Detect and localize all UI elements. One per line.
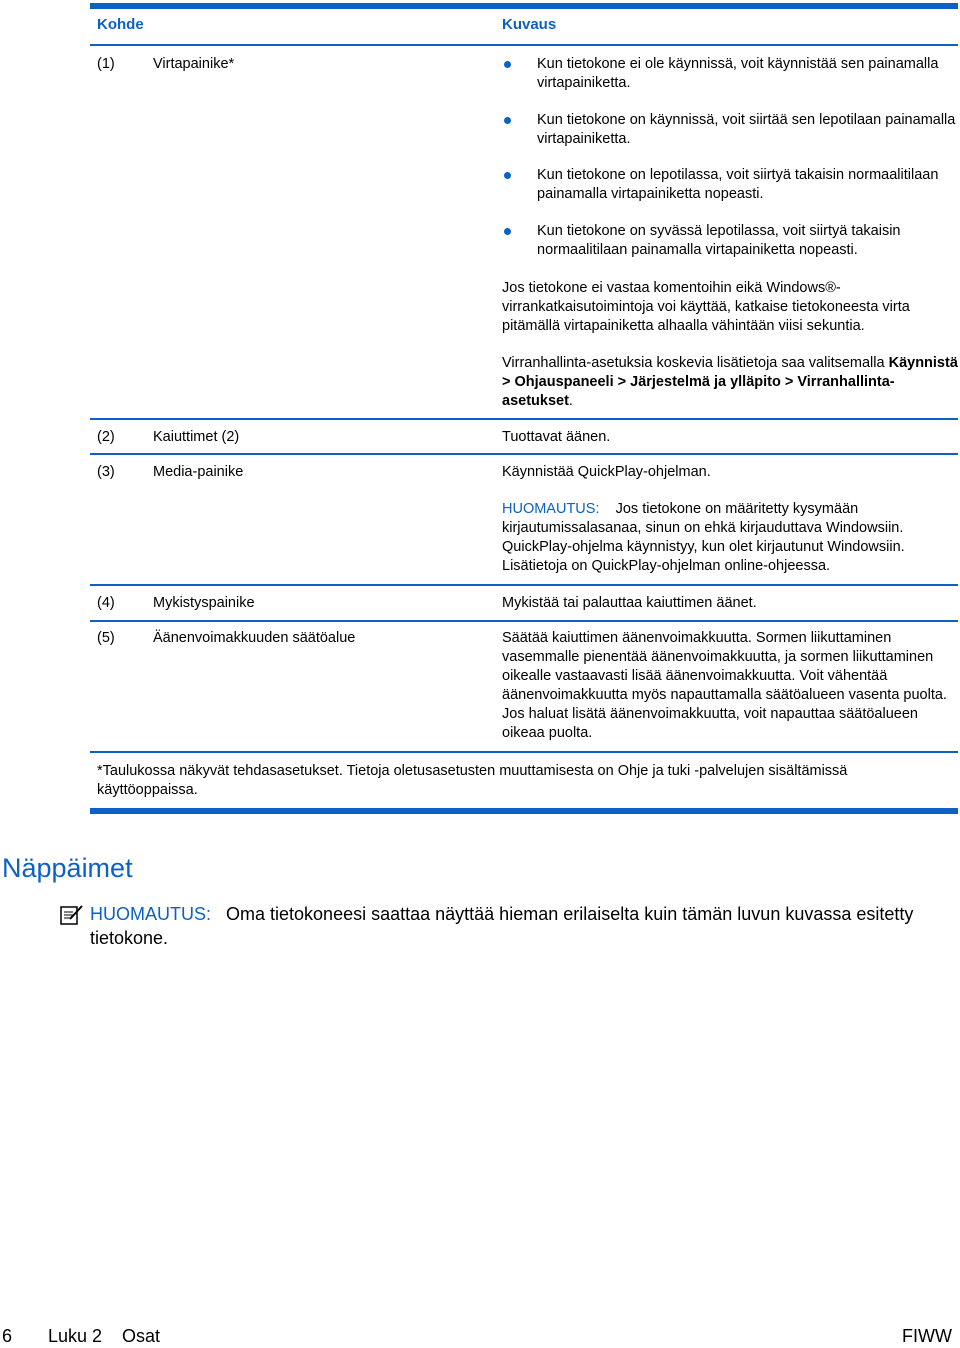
header-kuvaus: Kuvaus (502, 16, 557, 33)
row-item-name: Media-painike (153, 464, 244, 480)
row-divider (90, 453, 958, 455)
table-row-item (97, 55, 234, 74)
row-note (502, 500, 958, 576)
header-kohde: Kohde (97, 16, 144, 33)
menu-path: Käynnistä > Ohjauspaneeli > Järjestelmä ja ylläpito > Virranhallinta-asetukset (502, 355, 958, 409)
row-divider (90, 418, 958, 420)
note-label: HUOMAUTUS: (502, 501, 600, 517)
bullet-text: Kun tietokone on syvässä lepotilassa, voit siirtyä takaisin normaalitilaan painamalla virtapainiketta nopeasti. (537, 223, 901, 258)
section-note (90, 902, 930, 950)
table-row-item (97, 463, 243, 482)
bullet-icon (504, 117, 511, 124)
table-row-item (97, 629, 355, 648)
table-header-row (90, 14, 958, 44)
table-row-item (97, 594, 255, 613)
row-item-name: Virtapainike* (153, 56, 235, 72)
paragraph-text: Virranhallinta-asetuksia koskevia lisätietoja saa valitsemalla (502, 355, 885, 371)
row-number: (5) (97, 630, 115, 646)
note-text: Oma tietokoneesi saattaa näyttää hieman erilaiselta kuin tämän luvun kuvassa esitetty tietokone. (90, 904, 914, 948)
page-number: 6 (2, 1326, 13, 1346)
row-description: Käynnistää QuickPlay-ohjelman. (502, 464, 711, 480)
locale-code: FIWW (902, 1326, 952, 1346)
bullet-icon (504, 228, 511, 235)
row-item-name: Mykistyspainike (153, 595, 255, 611)
row-divider (90, 620, 958, 622)
row-divider (90, 584, 958, 586)
bullet-text: Kun tietokone on lepotilassa, voit siirtyä takaisin normaalitilaan painamalla virtapainiketta nopeasti. (537, 167, 939, 202)
list-item (502, 222, 958, 260)
bullet-icon (504, 61, 511, 68)
list-item (502, 111, 958, 149)
row-paragraph (502, 354, 958, 411)
row-description: Säätää kaiuttimen äänenvoimakkuutta. Sormen liikuttaminen vasemmalle pienentää äänenvoimakkuutta, ja sormen liikuttaminen oikealle vastaavasti lisää äänenvoimakkuutta. Voit vähentää äänenvoimakkuutta myös napauttamalla säätöalueen vasenta puolta. Jos haluat lisätä äänenvoimakkuutta, voit napauttaa säätöalueen oikeaa puolta. (502, 630, 947, 741)
list-item (502, 166, 958, 204)
bullet-text: Kun tietokone ei ole käynnissä, voit käynnistää sen painamalla virtapainiketta. (537, 56, 939, 91)
row-description: Tuottavat äänen. (502, 429, 611, 445)
table-footnote: *Taulukossa näkyvät tehdasasetukset. Tietoja oletusasetusten muuttamisesta on Ohje ja tuki -palvelujen sisältämissä käyttöoppaissa. (97, 763, 848, 798)
table-header-rule (90, 44, 958, 46)
bullet-icon (504, 172, 511, 179)
row-number: (3) (97, 464, 115, 480)
note-pencil-icon (60, 904, 84, 931)
row-number: (1) (97, 56, 115, 72)
row-paragraph: Jos tietokone ei vastaa komentoihin eikä Windows®-virrankatkaisutoimintoja voi käyttää, katkaise tietokoneesta virta pitämällä virtapainiketta alhaalla vähintään viisi sekuntia. (502, 280, 910, 334)
bullet-text: Kun tietokone on käynnissä, voit siirtää sen lepotilaan painamalla virtapainiketta. (537, 112, 956, 147)
row-item-name: Äänenvoimakkuuden säätöalue (153, 630, 356, 646)
row-item-name: Kaiuttimet (2) (153, 429, 240, 445)
row-description: Mykistää tai palauttaa kaiuttimen äänet. (502, 595, 757, 611)
row-divider (90, 751, 958, 753)
table-bottom-rule (90, 808, 958, 814)
note-text: Jos tietokone on määritetty kysymään kirjautumissalasanaa, sinun on ehkä kirjauduttava Windowsiin. QuickPlay-ohjelma käynnistyy, kun olet kirjautunut Windowsiin. Lisätietoja on QuickPlay-ohjelman online-ohjeessa. (502, 501, 905, 574)
table-top-rule (90, 3, 958, 9)
note-label: HUOMAUTUS: (90, 904, 211, 924)
list-item (502, 55, 958, 93)
row-number: (4) (97, 595, 115, 611)
section-title: Näppäimet (2, 853, 133, 883)
table-row-item (97, 428, 239, 447)
chapter-label: Luku 2 (48, 1326, 103, 1346)
paragraph-end: . (568, 393, 573, 409)
chapter-title: Osat (122, 1326, 161, 1346)
row-number: (2) (97, 429, 115, 445)
